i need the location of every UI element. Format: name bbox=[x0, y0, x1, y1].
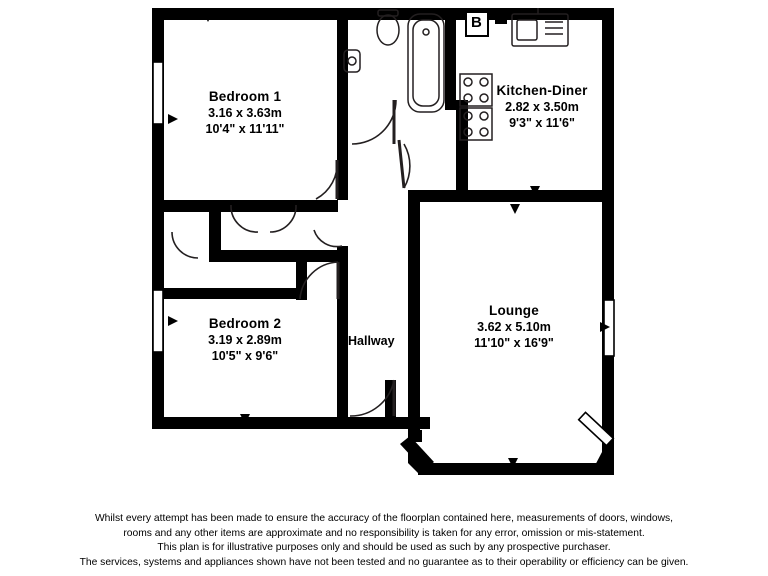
room-label-bedroom-1 bbox=[152, 88, 338, 137]
room-imperial-kitchen-diner: 9'3" x 11'6" bbox=[509, 116, 575, 131]
room-name-bedroom-2: Bedroom 2 bbox=[208, 316, 282, 331]
disclaimer-line-3: This plan is for illustrative purposes only and should be used as such by any prospective purchaser. bbox=[157, 542, 611, 554]
room-label-hallway: Hallway bbox=[348, 334, 395, 348]
room-metric-bedroom-1: 3.16 x 3.63m bbox=[208, 106, 282, 121]
room-imperial-bedroom-2: 10'5" x 9'6" bbox=[211, 349, 279, 364]
disclaimer-line-4: The services, systems and appliances shown have not been tested and no guarantee as to their operability or efficiency can be given. bbox=[79, 556, 689, 568]
room-name-lounge: Lounge bbox=[489, 303, 539, 318]
wc-icon bbox=[377, 10, 399, 45]
room-metric-lounge: 3.62 x 5.10m bbox=[477, 320, 551, 335]
disclaimer-line-2: rooms and any other items are approximate and no responsibility is taken for any error, omission or mis-statement. bbox=[123, 527, 645, 539]
room-imperial-lounge: 11'10" x 16'9" bbox=[474, 336, 554, 351]
wall-outline bbox=[152, 8, 614, 475]
room-imperial-bedroom-1: 10'4" x 11'11" bbox=[205, 122, 285, 137]
room-metric-kitchen-diner: 2.82 x 3.50m bbox=[505, 100, 579, 115]
room-label-lounge bbox=[438, 302, 590, 351]
room-name-bedroom-1: Bedroom 1 bbox=[208, 89, 282, 104]
room-name-kitchen-diner: Kitchen-Diner bbox=[496, 83, 588, 98]
room-label-bedroom-2 bbox=[152, 315, 338, 364]
sink-icon bbox=[512, 8, 568, 46]
disclaimer-text bbox=[0, 512, 768, 570]
room-label-kitchen-diner bbox=[468, 82, 616, 131]
room-metric-bedroom-2: 3.19 x 2.89m bbox=[208, 333, 282, 348]
disclaimer-line-1: Whilst every attempt has been made to ensure the accuracy of the floorplan contained here, measurements of doors, windows, bbox=[94, 513, 674, 524]
bathroom-marker-label: B bbox=[471, 14, 482, 31]
